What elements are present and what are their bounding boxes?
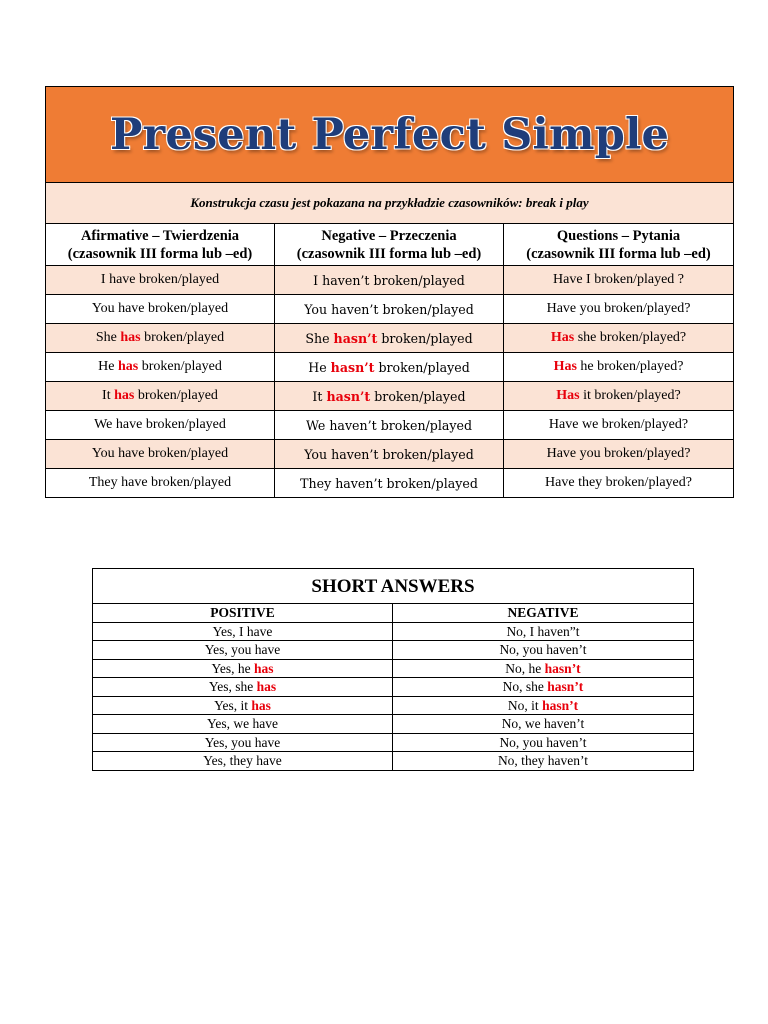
cell-text: You have broken/played bbox=[91, 446, 229, 461]
column-header-negative bbox=[275, 224, 504, 266]
table-row bbox=[46, 353, 734, 382]
highlight-word: has bbox=[254, 660, 274, 676]
cell-text: She bbox=[95, 330, 121, 345]
highlight-word: hasn’t bbox=[330, 359, 375, 375]
highlight-word: has bbox=[251, 697, 271, 713]
cell-text: Have you broken/played? bbox=[546, 446, 691, 461]
table-row bbox=[93, 752, 694, 771]
cell-text: broken/played bbox=[374, 359, 470, 375]
cell-text: You have broken/played bbox=[91, 301, 229, 316]
highlight-word: has bbox=[120, 330, 141, 345]
affirmative-cell bbox=[46, 295, 275, 324]
cell-text: Yes, it bbox=[214, 697, 252, 713]
cell-text: No, she bbox=[502, 679, 548, 695]
question-cell bbox=[504, 469, 734, 498]
negative-cell bbox=[275, 440, 504, 469]
table-row bbox=[46, 295, 734, 324]
negative-cell bbox=[275, 469, 504, 498]
question-cell bbox=[504, 295, 734, 324]
highlight-word: has bbox=[118, 359, 139, 374]
short-answers-title: SHORT ANSWERS bbox=[93, 569, 694, 604]
cell-text: No, I haven”t bbox=[506, 623, 580, 639]
positive-answer bbox=[93, 752, 393, 771]
cell-text: We have broken/played bbox=[94, 417, 226, 432]
negative-answer bbox=[393, 733, 694, 752]
highlight-word: hasn’t bbox=[326, 388, 371, 404]
cell-text: Have we broken/played? bbox=[548, 417, 689, 432]
cell-text: You haven’t broken/played bbox=[304, 301, 474, 317]
positive-answer bbox=[93, 715, 393, 734]
highlight-word: Has bbox=[553, 359, 577, 374]
cell-text: I haven’t broken/played bbox=[313, 272, 465, 288]
table-row bbox=[93, 659, 694, 678]
negative-cell bbox=[275, 382, 504, 411]
positive-header: POSITIVE bbox=[93, 604, 393, 623]
question-cell bbox=[504, 324, 734, 353]
table-row bbox=[93, 715, 694, 734]
affirmative-cell bbox=[46, 469, 275, 498]
table-row bbox=[46, 440, 734, 469]
cell-text: He bbox=[98, 359, 118, 374]
highlight-word: hasn’t bbox=[544, 660, 581, 676]
negative-answer bbox=[393, 641, 694, 660]
present-perfect-table bbox=[45, 86, 734, 498]
table-row bbox=[46, 382, 734, 411]
table-row bbox=[93, 622, 694, 641]
highlight-word: Has bbox=[556, 388, 580, 403]
negative-answer bbox=[393, 659, 694, 678]
cell-text: No, you haven’t bbox=[499, 642, 587, 658]
cell-text: she broken/played? bbox=[574, 330, 687, 345]
negative-cell bbox=[275, 324, 504, 353]
header-line: Afirmative – Twierdzenia bbox=[80, 227, 240, 244]
cell-text: They haven’t broken/played bbox=[300, 475, 478, 491]
highlight-word: hasn’t bbox=[547, 679, 584, 695]
negative-cell bbox=[275, 295, 504, 324]
cell-text: No, they haven’t bbox=[497, 753, 589, 769]
cell-text: No, he bbox=[505, 660, 545, 676]
cell-text: It bbox=[102, 388, 115, 403]
question-cell bbox=[504, 353, 734, 382]
cell-text: Have they broken/played? bbox=[545, 475, 692, 490]
subtitle: Konstrukcja czasu jest pokazana na przykładzie czasowników: break i play bbox=[46, 183, 734, 224]
table-row bbox=[46, 469, 734, 498]
table-row bbox=[46, 266, 734, 295]
cell-text: Yes, they have bbox=[203, 753, 282, 769]
table-row bbox=[93, 733, 694, 752]
cell-text: Yes, you have bbox=[204, 734, 281, 750]
negative-header: NEGATIVE bbox=[393, 604, 694, 623]
cell-text: Yes, she bbox=[208, 679, 257, 695]
positive-answer bbox=[93, 641, 393, 660]
cell-text: You haven’t broken/played bbox=[304, 446, 474, 462]
question-cell bbox=[504, 382, 734, 411]
question-cell bbox=[504, 411, 734, 440]
highlight-word: Has bbox=[550, 330, 575, 345]
cell-text: Have I broken/played ? bbox=[553, 272, 684, 287]
header-line: (czasownik III forma lub –ed) bbox=[526, 245, 711, 262]
cell-text: It bbox=[312, 388, 327, 404]
negative-cell bbox=[275, 266, 504, 295]
cell-text: Yes, he bbox=[211, 660, 254, 676]
negative-answer bbox=[393, 752, 694, 771]
positive-answer bbox=[93, 733, 393, 752]
negative-answer bbox=[393, 696, 694, 715]
question-cell bbox=[504, 440, 734, 469]
header-line: (czasownik III forma lub –ed) bbox=[296, 245, 482, 262]
negative-answer bbox=[393, 715, 694, 734]
affirmative-cell bbox=[46, 440, 275, 469]
cell-text: Yes, you have bbox=[204, 642, 281, 658]
negative-answer bbox=[393, 622, 694, 641]
positive-answer bbox=[93, 696, 393, 715]
cell-text: We haven’t broken/played bbox=[305, 417, 473, 433]
affirmative-cell bbox=[46, 266, 275, 295]
highlight-word: hasn’t bbox=[542, 697, 579, 713]
table-row bbox=[46, 324, 734, 353]
cell-text: No, you haven’t bbox=[499, 734, 587, 750]
affirmative-cell bbox=[46, 324, 275, 353]
table-row bbox=[93, 641, 694, 660]
cell-text: No, it bbox=[507, 697, 543, 713]
cell-text: he broken/played? bbox=[576, 359, 684, 374]
highlight-word: has bbox=[114, 388, 135, 403]
cell-text: He bbox=[308, 359, 331, 375]
affirmative-cell bbox=[46, 353, 275, 382]
positive-answer bbox=[93, 622, 393, 641]
highlight-word: has bbox=[256, 679, 277, 695]
affirmative-cell bbox=[46, 411, 275, 440]
cell-text: She bbox=[305, 330, 334, 346]
positive-answer bbox=[93, 678, 393, 697]
cell-text: Have you broken/played? bbox=[546, 301, 691, 316]
cell-text: broken/played bbox=[140, 330, 225, 345]
cell-text: broken/played bbox=[138, 359, 222, 374]
page-title: Present Perfect Simple bbox=[46, 87, 734, 183]
column-header-affirmative bbox=[46, 224, 275, 266]
table-row bbox=[93, 678, 694, 697]
short-answers-table bbox=[92, 568, 694, 771]
column-header-questions bbox=[504, 224, 734, 266]
cell-text: They have broken/played bbox=[88, 475, 232, 490]
negative-answer bbox=[393, 678, 694, 697]
cell-text: broken/played bbox=[377, 330, 473, 346]
negative-cell bbox=[275, 353, 504, 382]
table-row bbox=[93, 696, 694, 715]
table-row bbox=[46, 411, 734, 440]
header-line: Questions – Pytania bbox=[556, 227, 681, 244]
positive-answer bbox=[93, 659, 393, 678]
cell-text: broken/played bbox=[370, 388, 466, 404]
cell-text: I have broken/played bbox=[100, 272, 220, 287]
cell-text: Yes, we have bbox=[207, 716, 278, 732]
cell-text: broken/played bbox=[134, 388, 218, 403]
highlight-word: hasn’t bbox=[333, 330, 378, 346]
negative-cell bbox=[275, 411, 504, 440]
header-line: (czasownik III forma lub –ed) bbox=[67, 245, 253, 262]
affirmative-cell bbox=[46, 382, 275, 411]
question-cell bbox=[504, 266, 734, 295]
cell-text: Yes, I have bbox=[212, 623, 273, 639]
header-line: Negative – Przeczenia bbox=[321, 227, 457, 244]
cell-text: it broken/played? bbox=[579, 388, 681, 403]
cell-text: No, we haven’t bbox=[501, 716, 585, 732]
